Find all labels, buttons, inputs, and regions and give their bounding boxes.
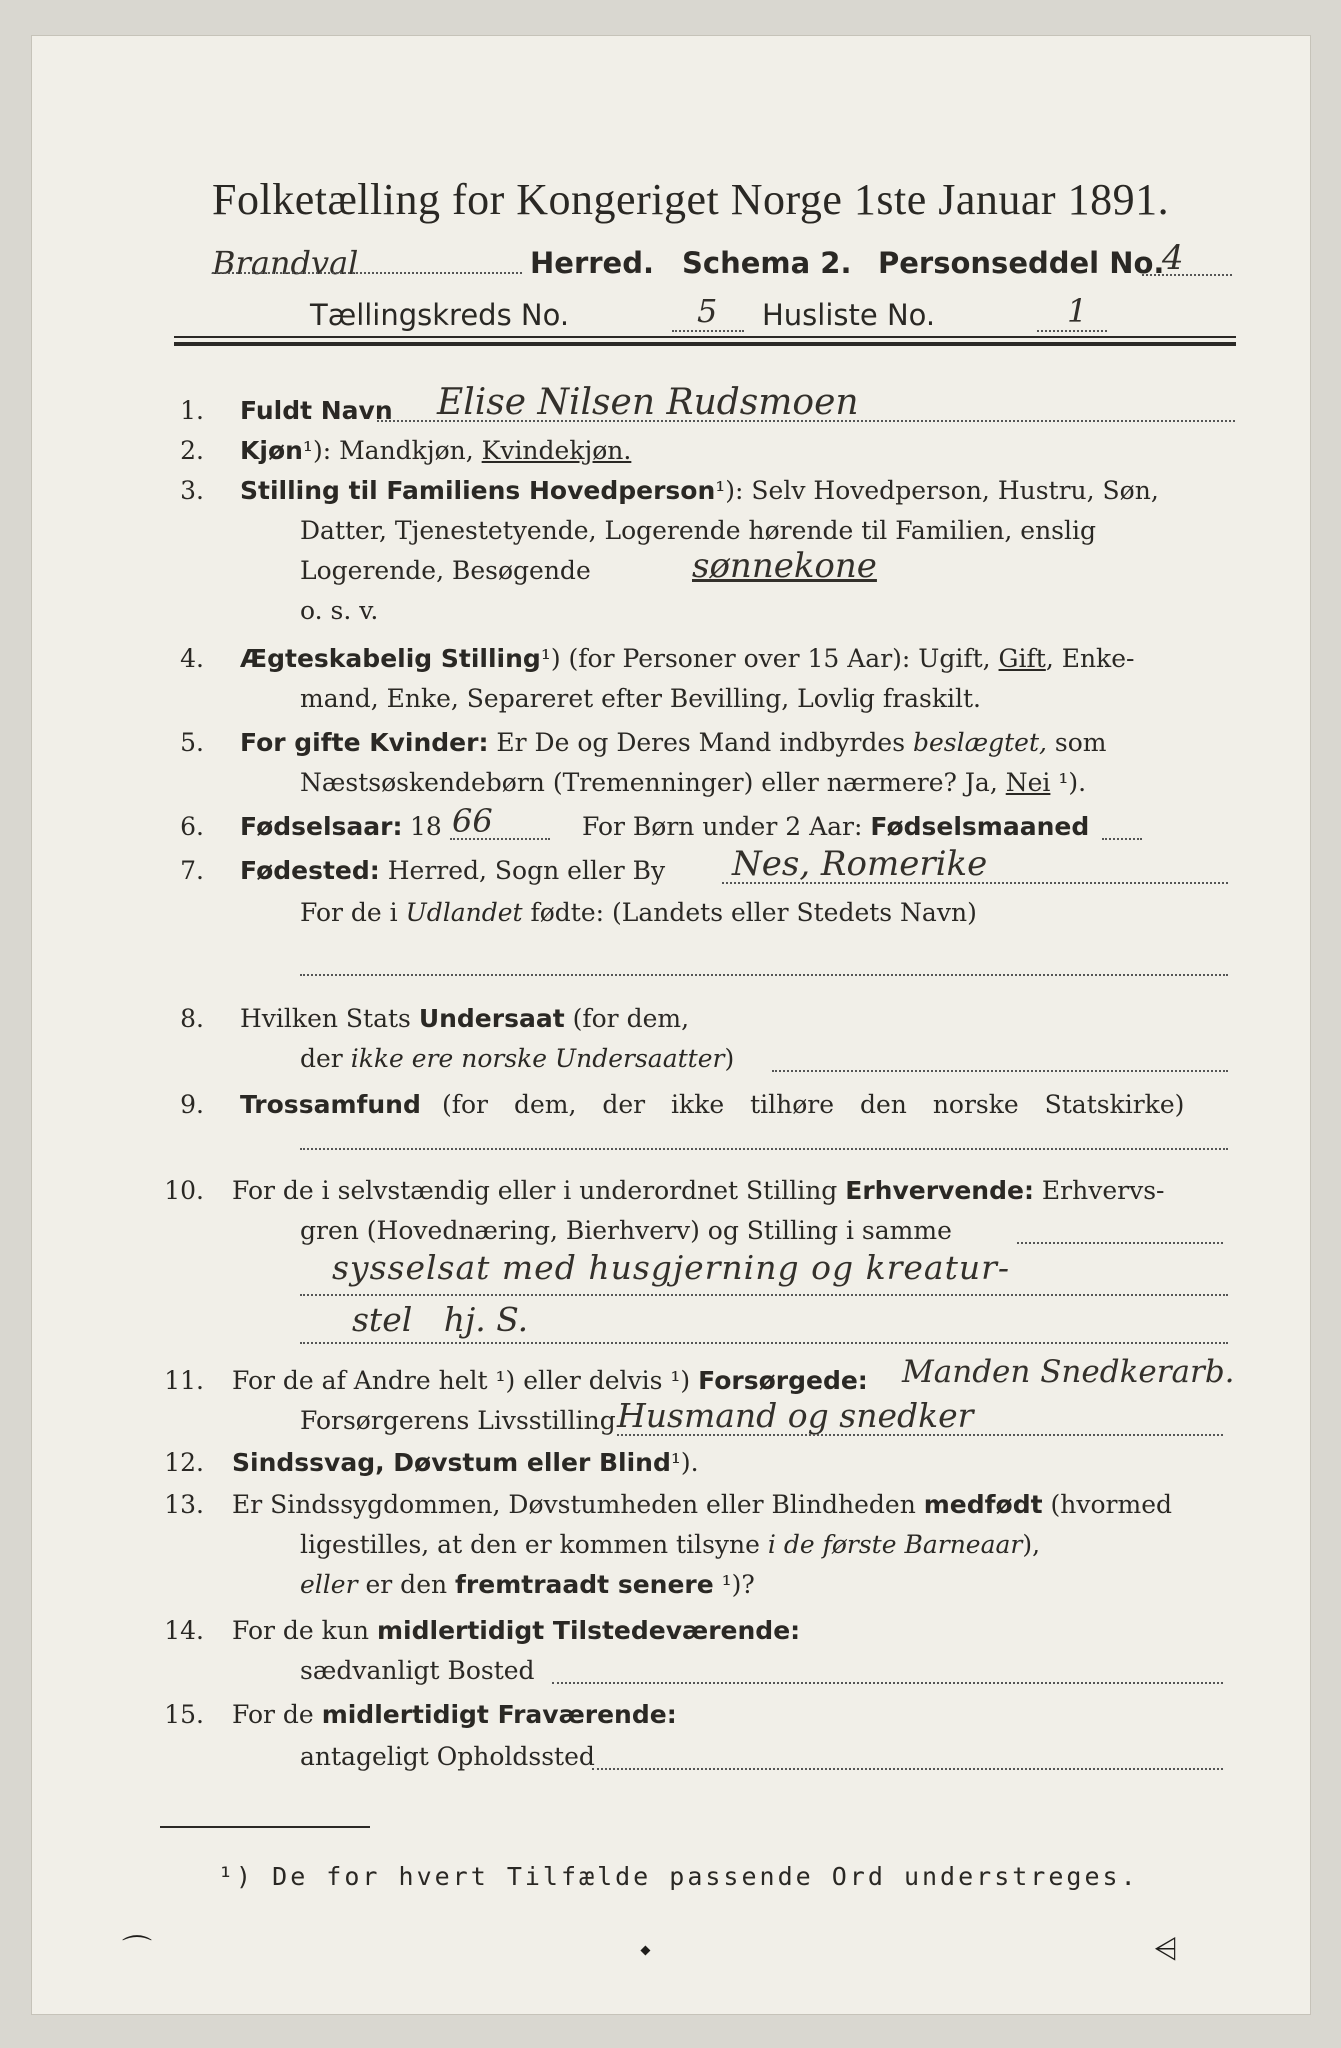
q6-rest: For Børn under 2 Aar: (582, 812, 871, 841)
q8-line2b: ) (724, 1044, 735, 1073)
q5-line2b: ¹). (1050, 768, 1087, 797)
q11-number: 11. (164, 1366, 204, 1395)
q13-line2a: ligestilles, at den er kommen tilsyne (300, 1530, 768, 1559)
q3-line4: o. s. v. (300, 596, 379, 625)
q13-line3b: ¹)? (713, 1570, 755, 1599)
q5-rest1b: som (1046, 728, 1107, 757)
q13-line1a: Er Sindssygdommen, Døvstumheden eller Blindheden (232, 1490, 924, 1519)
q5-option-nei: Nei (1005, 768, 1051, 797)
q6-value: 66 (452, 802, 493, 840)
q10-line2-dotline (1017, 1242, 1223, 1244)
q4-rest1: ¹) (for Personer over 15 Aar): Ugift, (540, 644, 999, 673)
q8-line2-italic: ikke ere norske Undersaatter (350, 1044, 725, 1073)
q4-label: Ægteskabelig Stilling (240, 644, 541, 673)
q14-dotline (552, 1682, 1223, 1684)
q13-label3: fremtraadt senere (455, 1570, 714, 1599)
q8-label: Undersaat (418, 1004, 565, 1033)
ink-mark-left: ⌒ (122, 1934, 152, 1969)
q8-dotline (772, 1070, 1228, 1072)
q14-line2: sædvanligt Bosted (300, 1656, 535, 1685)
q15-number: 15. (164, 1700, 204, 1729)
q10-line2: gren (Hovednæring, Bierhverv) og Stilling i samme (300, 1216, 952, 1245)
husliste-value: 1 (1067, 292, 1088, 330)
q3-line3: Logerende, Besøgende (300, 556, 591, 585)
q7-number: 7. (180, 856, 204, 885)
q10-value-line1: sysselsat med husgjerning og kreatur- (332, 1248, 1011, 1287)
q1-dotline (377, 420, 1235, 422)
q13-line3 (300, 1570, 755, 1599)
husliste-label: Husliste No. (762, 298, 936, 332)
q14-line1a: For de kun (232, 1616, 377, 1645)
q13-number: 13. (164, 1490, 204, 1519)
q6-number: 6. (180, 812, 204, 841)
q10-line1b: Erhvervs- (1033, 1176, 1165, 1205)
q7-rest1: Herred, Sogn eller By (387, 856, 666, 885)
q6-label2: Fødselsmaaned (870, 812, 1090, 841)
q11-line2: Forsørgerens Livsstilling (300, 1406, 616, 1435)
q13-line2-italic: i de første Barneaar (767, 1530, 1023, 1559)
q8-line2 (300, 1044, 734, 1073)
q10-line1 (232, 1176, 1164, 1205)
q13-line3a: er den (357, 1570, 456, 1599)
q10-value-line2: stel hj. S. (352, 1300, 529, 1339)
q2-line (240, 436, 631, 465)
husliste-dotline (1037, 330, 1107, 332)
q6-month-dotline (1102, 838, 1142, 840)
q3-label: Stilling til Familiens Hovedperson (240, 476, 716, 505)
q6-prefix: 18 (410, 812, 442, 841)
q6-dotline (450, 838, 550, 840)
q15-line1 (232, 1700, 677, 1729)
q7-label: Fødested: (240, 856, 380, 885)
kreds-dotline (672, 330, 744, 332)
q5-label: For gifte Kvinder: (240, 728, 489, 757)
q11-value1: Manden Snedkerarb. (902, 1354, 1235, 1390)
q7-line2-italic: Udlandet (405, 898, 523, 927)
q7-line2a: For de i (300, 898, 406, 927)
q5-line2 (300, 768, 1086, 797)
q10-label: Erhvervende: (845, 1176, 1034, 1205)
q7-line2b: fødte: (Landets eller Stedets Navn) (522, 898, 977, 927)
q15-dotline (592, 1768, 1223, 1770)
header-rule-thick (174, 342, 1236, 346)
q11-line1a: For de af Andre helt ¹) eller delvis ¹) (232, 1366, 699, 1395)
q4-number: 4. (180, 644, 204, 673)
q8-line1b: (for dem, (564, 1004, 690, 1033)
q5-rest1: Er De og Deres Mand indbyrdes (496, 728, 913, 757)
q13-label: medfødt (923, 1490, 1043, 1519)
q2-option-kvindekjon: Kvindekjøn. (481, 436, 632, 465)
q4-line1 (240, 644, 1134, 673)
q1-number: 1. (180, 396, 204, 425)
q3-line2: Datter, Tjenestetyende, Logerende hørende til Familien, enslig (300, 516, 1097, 545)
q11-line1 (232, 1366, 868, 1395)
q15-line2: antageligt Opholdssted (300, 1742, 595, 1771)
schema-label: Schema 2. (682, 246, 852, 280)
q14-label: midlertidigt Tilstedeværende: (376, 1616, 801, 1645)
q15-label: midlertidigt Fraværende: (321, 1700, 677, 1729)
q5-italic: beslægtet, (913, 728, 1047, 757)
q3-number: 3. (180, 476, 204, 505)
q11-value2: Husmand og snedker (617, 1396, 974, 1435)
q5-line2-text: Næstsøskendebørn (Tremenninger) eller nærmere? Ja, (300, 768, 1006, 797)
q11-label: Forsørgede: (698, 1366, 868, 1395)
q12-number: 12. (164, 1448, 204, 1477)
footnote: ¹) De for hvert Tilfælde passende Ord understreges. (218, 1862, 1139, 1891)
q9-label: Trossamfund (240, 1090, 421, 1119)
q7-line2 (300, 898, 977, 927)
herred-value: Brandval (212, 244, 359, 282)
ink-mark-right: ⩤ (1154, 1932, 1178, 1967)
personseddel-label: Personseddel No. (878, 246, 1165, 280)
q12-label: Sindssvag, Døvstum eller Blind (232, 1448, 671, 1477)
q13-line1b: (hvormed (1042, 1490, 1172, 1519)
q3-value: sønnekone (692, 546, 877, 586)
q11-dotline (617, 1434, 1223, 1436)
q13-line1 (232, 1490, 1172, 1519)
form-title: Folketælling for Kongeriget Norge 1ste Januar 1891. (212, 175, 1170, 224)
census-form-sheet (32, 36, 1310, 2014)
q8-line1 (240, 1004, 689, 1033)
q2-number: 2. (180, 436, 204, 465)
q1-value: Elise Nilsen Rudsmoen (437, 382, 859, 423)
q10-dotline-1 (300, 1294, 1228, 1296)
q8-number: 8. (180, 1004, 204, 1033)
q13-line2 (300, 1530, 1040, 1559)
q2-label: Kjøn (240, 436, 303, 465)
q14-number: 14. (164, 1616, 204, 1645)
q12-rest: ¹). (670, 1448, 699, 1477)
q7-foreign-dotline (300, 974, 1228, 976)
q5-number: 5. (180, 728, 204, 757)
q10-number: 10. (164, 1176, 204, 1205)
q4-line2: mand, Enke, Separeret efter Bevilling, Lovlig fraskilt. (300, 684, 981, 713)
q9-rest: (for dem, der ikke tilhøre den norske Statskirke) (442, 1090, 1185, 1119)
q4-rest1b: , Enke- (1045, 644, 1135, 673)
header-rule-thin (174, 336, 1236, 338)
footnote-rule (160, 1826, 370, 1828)
q1-label: Fuldt Navn (240, 396, 393, 425)
q6-line (582, 812, 1089, 841)
q3-line1 (240, 476, 1159, 505)
q14-line1 (232, 1616, 800, 1645)
q10-line1a: For de i selvstændig eller i underordnet Stilling (232, 1176, 846, 1205)
kreds-label: Tællingskreds No. (310, 298, 570, 332)
q15-line1a: For de (232, 1700, 322, 1729)
q7-dotline (722, 882, 1228, 884)
q9-dotline (300, 1148, 1228, 1150)
q9-number: 9. (180, 1090, 204, 1119)
ink-mark-center: ⬩ (640, 1932, 651, 1967)
q13-line3-italic: eller (300, 1570, 358, 1599)
q8-line2a: der (300, 1044, 351, 1073)
q4-option-gift: Gift (998, 644, 1046, 673)
q6-label: Fødselsaar: (240, 812, 403, 841)
q13-line2b: ), (1022, 1530, 1041, 1559)
personseddel-dotline (1142, 274, 1232, 276)
q10-dotline-2 (300, 1342, 1228, 1344)
herred-dotline (212, 272, 522, 274)
q12-line (232, 1448, 699, 1477)
q2-sup: ¹): (302, 436, 340, 465)
q7-value: Nes, Romerike (732, 844, 988, 884)
personseddel-value: 4 (1162, 238, 1184, 278)
q8-line1a: Hvilken Stats (240, 1004, 419, 1033)
q5-line1 (240, 728, 1107, 757)
q7-line1 (240, 856, 665, 885)
kreds-value: 5 (697, 292, 718, 330)
q3-rest1: ¹): Selv Hovedperson, Hustru, Søn, (715, 476, 1159, 505)
herred-label: Herred. (530, 246, 654, 280)
q2-option-mandkjon: Mandkjøn, (339, 436, 482, 465)
